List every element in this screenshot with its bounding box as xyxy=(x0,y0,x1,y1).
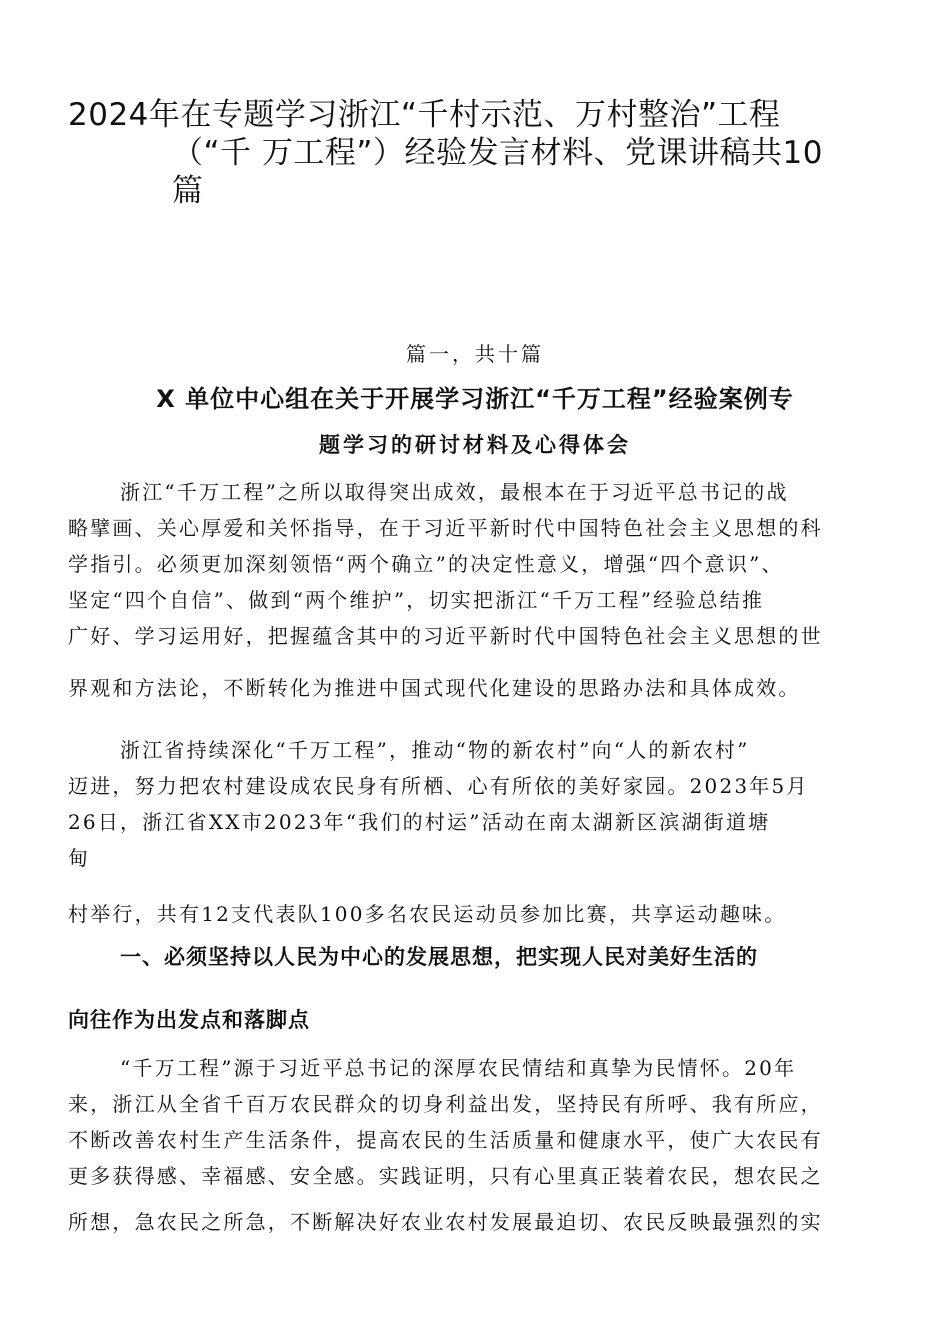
paragraph-line: 村举行，共有12支代表队100多名农民运动员参加比赛，共享运动趣味。 xyxy=(68,902,787,926)
section-title-line-2: 题学习的研讨材料及心得体会 xyxy=(319,433,631,457)
title-line-2: （“千 万工程”）经验发言材料、党课讲稿共10 xyxy=(172,135,823,171)
paragraph-line: 甸 xyxy=(68,846,91,870)
title-line-3: 篇 xyxy=(172,173,204,209)
paragraph-2 xyxy=(68,732,878,932)
paragraph-line: 迈进，努力把农村建设成农民身有所栖、心有所依的美好家园。2023年5月 xyxy=(68,774,809,798)
paragraph-1 xyxy=(68,474,878,706)
paragraph-line: 所想，急农民之所急，不断解决好农业农村发展最迫切、农民反映最强烈的实 xyxy=(68,1210,823,1234)
paragraph-line: 26日，浙江省XX市2023年“我们的村运”活动在南太湖新区滨湖街道塘 xyxy=(68,810,771,834)
title-line-1: 2024年在专题学习浙江“千村示范、万村整治”工程 xyxy=(68,97,781,133)
paragraph-line: 不断改善农村生产生活条件，提高农民的生活质量和健康水平，使广大农民有 xyxy=(68,1128,823,1152)
paragraph-line: 坚定“四个自信”、做到“两个维护”，切实把浙江“千万工程”经验总结推 xyxy=(68,588,765,612)
document-title xyxy=(68,96,888,210)
part-label: 篇一，共十篇 xyxy=(406,342,544,366)
paragraph-line: 学指引。必须更加深刻领悟“两个确立”的决定性意义，增强“四个意识”、 xyxy=(68,552,784,576)
paragraph-line: 界观和方法论，不断转化为推进中国式现代化建设的思路办法和具体成效。 xyxy=(68,676,801,700)
paragraph-line: “千万工程”源于习近平总书记的深厚农民情结和真挚为民情怀。20年 xyxy=(120,1056,797,1080)
paragraph-line: 略擘画、关心厚爱和关怀指导，在于习近平新时代中国特色社会主义思想的科 xyxy=(68,516,823,540)
paragraph-line: 浙江“千万工程”之所以取得突出成效，最根本在于习近平总书记的战 xyxy=(120,480,789,504)
paragraph-line: 广好、学习运用好，把握蕴含其中的习近平新时代中国特色社会主义思想的世 xyxy=(68,624,823,648)
heading-one-line-1: 一、必须坚持以人民为中心的发展思想，把实现人民对美好生活的 xyxy=(120,945,758,969)
paragraph-line: 更多获得感、幸福感、安全感。实践证明，只有心里真正装着农民，想农民之 xyxy=(68,1164,823,1188)
paragraph-line: 浙江省持续深化“千万工程”，推动“物的新农村”向“人的新农村” xyxy=(120,738,750,762)
section-title-line-1: X 单位中心组在关于开展学习浙江“千万工程”经验案例专 xyxy=(156,385,794,413)
paragraph-3 xyxy=(68,1050,878,1240)
paragraph-line: 来，浙江从全省千百万农民群众的切身利益出发，坚持民有所呼、我有所应， xyxy=(68,1092,823,1116)
heading-one-line-2: 向往作为出发点和落脚点 xyxy=(68,1008,310,1032)
